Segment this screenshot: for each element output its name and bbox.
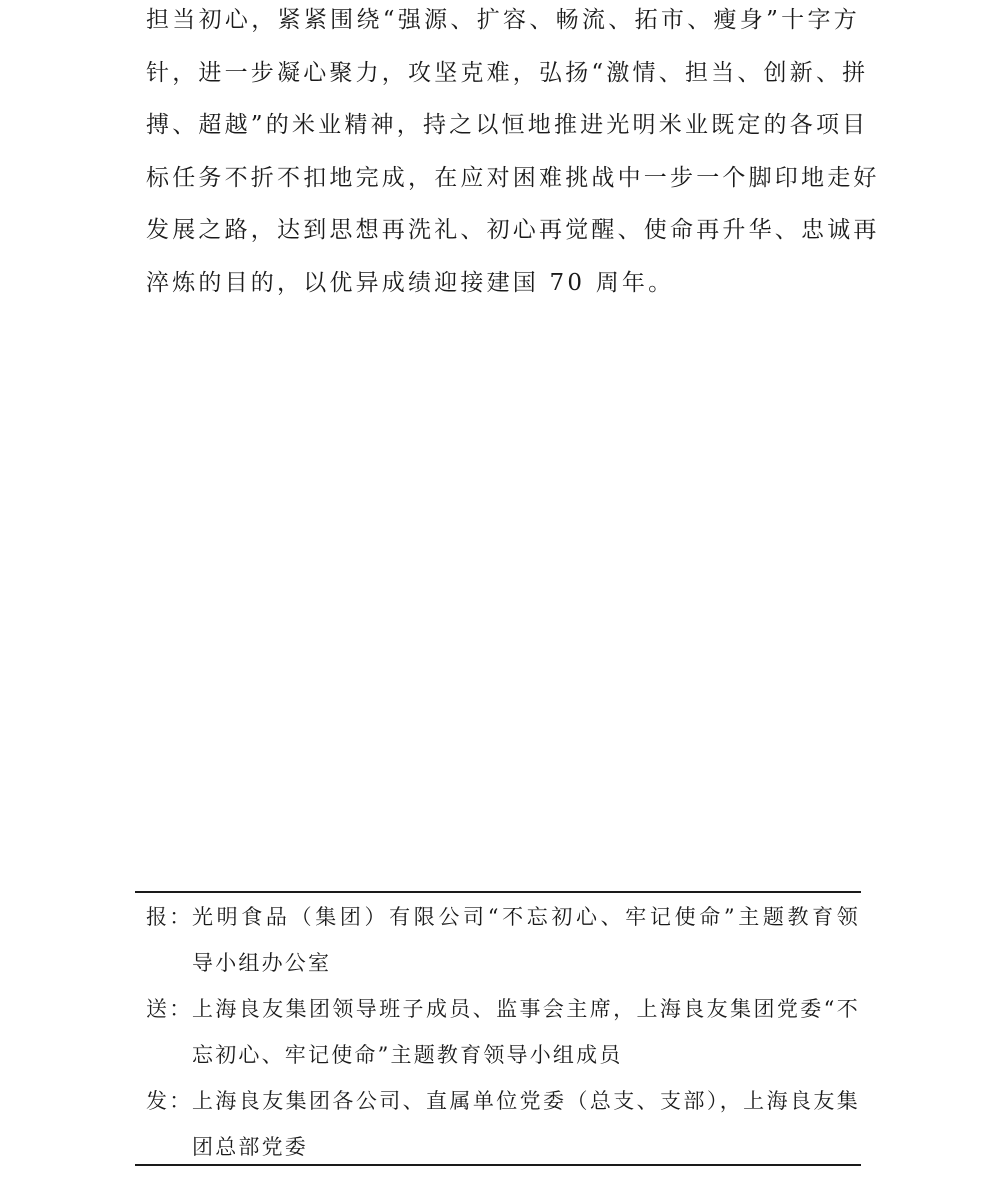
issue-to-text xyxy=(192,1078,860,1170)
body-line: 淬炼的目的，以优异成绩迎接建国 70 周年。 xyxy=(146,269,675,296)
issue-to-row xyxy=(146,1078,860,1170)
report-to-line: 光明食品（集团）有限公司“不忘初心、牢记使命”主题教育领 xyxy=(192,905,860,929)
distribution-bottom-rule xyxy=(135,1164,861,1166)
distribution-top-rule xyxy=(135,891,861,893)
body-line: 担当初心，紧紧围绕“强源、扩容、畅流、拓市、瘦身”十字方 xyxy=(146,7,860,33)
distribution-list xyxy=(146,894,860,1170)
report-to-line: 导小组办公室 xyxy=(192,951,332,975)
body-line: 标任务不折不扣地完成，在应对困难挑战中一步一个脚印地走好 xyxy=(146,164,880,191)
body-line: 搏、超越”的米业精神，持之以恒地推进光明米业既定的各项目 xyxy=(146,112,869,138)
issue-to-line: 上海良友集团各公司、直属单位党委（总支、支部），上海良友集 xyxy=(192,1089,860,1113)
body-line: 针，进一步凝心聚力，攻坚克难，弘扬“激情、担当、创新、拼 xyxy=(146,59,869,86)
body-line: 发展之路，达到思想再洗礼、初心再觉醒、使命再升华、忠诚再 xyxy=(146,217,880,243)
send-to-line: 上海良友集团领导班子成员、监事会主席，上海良友集团党委“不 xyxy=(192,997,860,1021)
report-to-label: 报： xyxy=(146,905,193,929)
issue-to-line: 团总部党委 xyxy=(192,1135,308,1159)
send-to-label: 送： xyxy=(146,997,193,1021)
body-paragraph xyxy=(146,0,880,309)
report-to-text xyxy=(192,894,860,986)
send-to-line: 忘初心、牢记使命”主题教育领导小组成员 xyxy=(192,1043,623,1067)
send-to-text xyxy=(192,986,860,1078)
issue-to-label: 发： xyxy=(146,1089,193,1113)
report-to-row xyxy=(146,894,860,986)
send-to-row xyxy=(146,986,860,1078)
